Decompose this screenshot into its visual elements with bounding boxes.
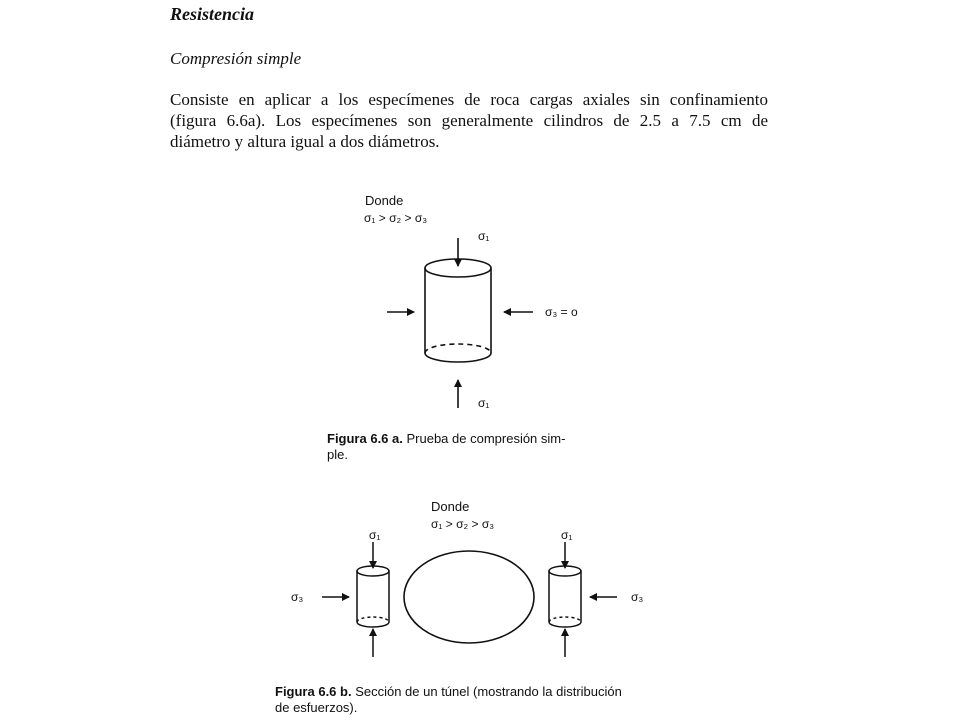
paragraph-line: diámetro y altura igual a dos diámetros. bbox=[170, 132, 440, 151]
tunnel-section bbox=[404, 551, 534, 643]
cylinder-b-left bbox=[357, 566, 389, 627]
sigma3-right-label: σ₃ bbox=[631, 590, 644, 604]
figure-b-caption bbox=[275, 684, 675, 716]
figure-a-caption-label: Figura 6.6 a. bbox=[327, 431, 403, 446]
figure-b-inequality: σ₁ > σ₂ > σ₃ bbox=[431, 517, 495, 531]
figure-a bbox=[364, 193, 578, 410]
section-title: Resistencia bbox=[170, 4, 254, 24]
cylinder-b-right bbox=[549, 566, 581, 627]
sigma1-right-label: σ₁ bbox=[561, 528, 573, 542]
sigma1-top-label: σ₁ bbox=[478, 229, 490, 243]
figure-b-caption-text2: de esfuerzos). bbox=[275, 700, 358, 715]
sigma1-bottom-label: σ₁ bbox=[478, 396, 490, 410]
figure-a-caption-text2: ple. bbox=[327, 447, 348, 462]
paragraph-line: Consiste en aplicar a los especímenes de roca cargas axiales sin confinamiento bbox=[170, 90, 768, 109]
paragraph-line: (figura 6.6a). Los especímenes son generalmente cilindros de 2.5 a 7.5 cm de bbox=[170, 111, 768, 130]
sigma1-left-label: σ₁ bbox=[369, 528, 381, 542]
figure-b-caption-label: Figura 6.6 b. bbox=[275, 684, 352, 699]
section-subtitle: Compresión simple bbox=[170, 49, 302, 68]
figure-a-caption bbox=[327, 431, 619, 463]
figure-a-where-label: Donde bbox=[365, 193, 404, 208]
sigma3-left-label: σ₃ bbox=[291, 590, 304, 604]
sigma3-label: σ₃ = o bbox=[545, 305, 578, 319]
figure-b bbox=[291, 499, 643, 657]
figure-a-caption-text: Prueba de compresión sim- bbox=[402, 431, 566, 446]
figure-b-where-label: Donde bbox=[431, 499, 470, 514]
cylinder-a bbox=[425, 259, 491, 362]
figure-b-caption-text: Sección de un túnel (mostrando la distribución bbox=[351, 684, 622, 699]
figure-a-inequality: σ₁ > σ₂ > σ₃ bbox=[364, 211, 428, 225]
